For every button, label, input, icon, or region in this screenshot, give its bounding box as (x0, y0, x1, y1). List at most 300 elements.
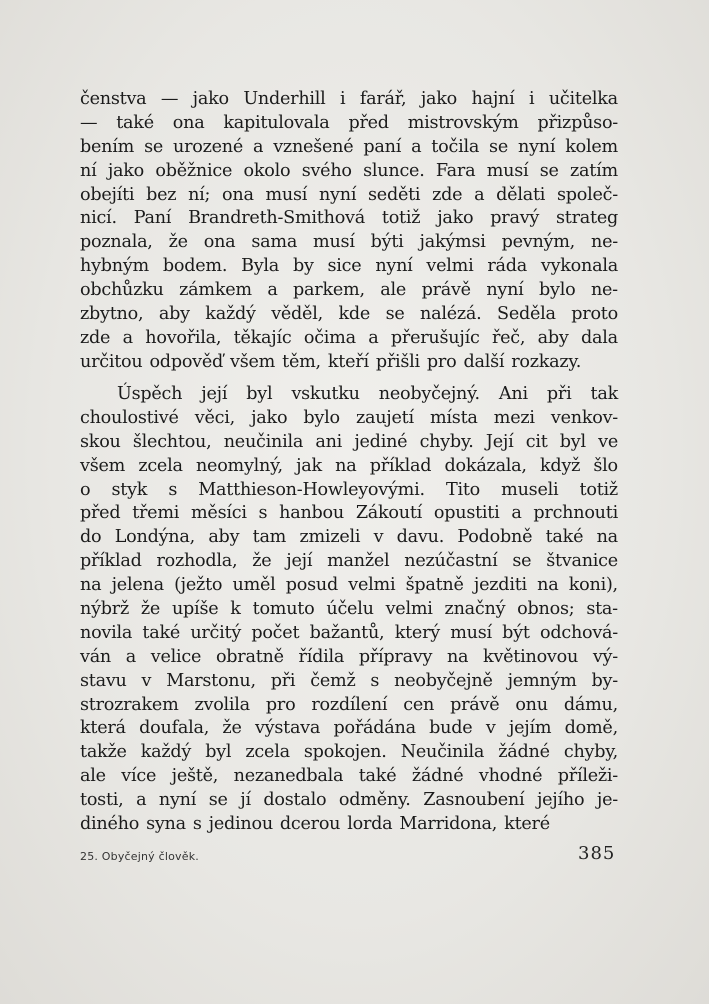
text-line (80, 813, 618, 837)
word: nyní (375, 256, 413, 277)
word: před (80, 503, 121, 524)
word: i (528, 89, 535, 109)
text-line (80, 407, 618, 431)
word: totiž (381, 208, 421, 229)
word: bez (146, 184, 177, 205)
printer-signature-mark: 25. Obyčejný člověk. (80, 850, 199, 863)
word: ne- (590, 232, 618, 253)
word: zatím (570, 160, 618, 181)
text-line (80, 207, 618, 231)
word: jako (192, 89, 229, 109)
word: takže (80, 742, 127, 763)
word: těkajíc (233, 327, 292, 348)
paragraph-2 (80, 383, 618, 837)
word: tomuto (252, 599, 315, 620)
word: musí (450, 622, 492, 643)
word: každý (140, 742, 192, 763)
word: chyby. (419, 431, 474, 452)
word: svého (301, 160, 352, 181)
word: a (253, 136, 264, 157)
word: obratně (215, 646, 284, 667)
word: je- (596, 790, 618, 811)
word: dokázala, (444, 455, 527, 476)
page-number: 385 (578, 843, 616, 864)
word: a (368, 327, 379, 348)
text-line (80, 431, 618, 455)
word: při (270, 670, 296, 691)
word: v (373, 527, 384, 548)
word: nyní (318, 184, 357, 205)
word: kapitulovala (223, 112, 330, 133)
word: právě (450, 694, 500, 715)
word: neobyčejný. (378, 384, 480, 404)
word: hanbou (279, 503, 344, 524)
word: Underhill (243, 89, 326, 109)
word: koni), (568, 575, 618, 596)
word: prchnouti (533, 503, 618, 524)
word: k (230, 599, 241, 620)
word: a (411, 136, 422, 157)
word: jakýmsi (419, 232, 486, 253)
text-line (80, 598, 618, 622)
word: nyní (158, 790, 197, 811)
word: Byla (241, 256, 280, 277)
word: novila (80, 622, 133, 643)
word: hovořila, (145, 327, 222, 348)
word: (ježto (174, 575, 223, 596)
word: jako (107, 160, 145, 181)
word: ale (380, 280, 407, 301)
word: Matthieson-Howleyovými. (198, 479, 425, 500)
word: zaujetí (355, 407, 414, 428)
text-line (80, 255, 618, 279)
word: s (258, 503, 268, 524)
word: choulostivé (80, 407, 179, 428)
word: sta- (586, 599, 618, 620)
word: posud (285, 575, 339, 596)
word: okolo (243, 160, 291, 181)
word: a (122, 327, 133, 348)
text-line (80, 526, 618, 550)
word: zmizeli (299, 527, 361, 548)
word: onu (515, 694, 548, 715)
word: zbytno, (80, 304, 144, 325)
word: zámkem (179, 280, 252, 301)
word: které (504, 814, 550, 835)
word: vykonala (540, 256, 618, 277)
word: také (358, 766, 397, 787)
word: také (142, 622, 181, 643)
word: neobyčejně (394, 670, 493, 691)
word: přizpůso- (537, 112, 618, 133)
word: jejího (536, 790, 585, 811)
word: býti (370, 232, 404, 253)
word: farář, (359, 89, 407, 109)
word: ve (598, 431, 618, 452)
word: věděl, (271, 304, 323, 325)
word: špatně (405, 575, 464, 596)
word: dámu, (563, 694, 618, 715)
word: slunce. (363, 160, 425, 181)
text-line (80, 231, 618, 255)
word: příklad (80, 551, 142, 572)
word: neučinila (223, 431, 304, 452)
word: jako (420, 89, 458, 109)
word: se (208, 790, 228, 811)
word: a (474, 184, 485, 205)
word: šlechtou, (132, 431, 212, 452)
word: zcela (138, 455, 183, 476)
word: ráda (487, 256, 527, 277)
text-line (80, 112, 618, 136)
word: nicí. (80, 208, 117, 229)
word: a (125, 646, 137, 667)
word: také (116, 112, 154, 133)
word: při (546, 384, 572, 404)
word: bylo (539, 280, 576, 301)
text-line (80, 789, 618, 813)
word: a (511, 503, 522, 524)
word: dostalo (263, 790, 327, 811)
word: a (267, 280, 278, 301)
word: v (485, 718, 496, 739)
text-line (80, 327, 618, 351)
word: Ani (498, 384, 528, 404)
word: syna (146, 814, 186, 835)
word: chyby, (563, 742, 618, 763)
word: upíše (171, 599, 219, 620)
text-line (80, 160, 618, 184)
word: odchová- (539, 622, 618, 643)
text-line (80, 717, 618, 741)
word: když (540, 455, 581, 476)
word: byl (246, 384, 273, 404)
word: ona (203, 232, 236, 253)
word: se (385, 304, 405, 325)
word: pro (265, 694, 296, 715)
word: Brandreth-Smithová (188, 208, 365, 229)
word: zvolila (194, 694, 250, 715)
word: s (168, 479, 178, 500)
word: opustiti (433, 503, 500, 524)
word: ván (80, 646, 112, 667)
word: jedinou (208, 814, 273, 835)
word: spokojen. (303, 742, 387, 763)
word: a (136, 790, 147, 811)
word: Londýna, (114, 527, 195, 548)
word: hybným (80, 256, 149, 277)
word: vskutku (291, 384, 360, 404)
word: ona (172, 112, 205, 133)
word: se (489, 136, 508, 157)
word: proto (571, 304, 618, 325)
word: očima (303, 327, 356, 348)
word: aby (537, 327, 569, 348)
word: řídila (298, 646, 345, 667)
word: s (370, 670, 380, 691)
word: řeč, (491, 327, 526, 348)
word: pevným, (501, 232, 576, 253)
word: — (80, 112, 98, 133)
word: hajní (471, 89, 515, 109)
word: totiž (579, 479, 618, 500)
word: aby (208, 527, 240, 548)
text-line (80, 741, 618, 765)
word: jezditi (473, 575, 527, 596)
text-line (80, 694, 618, 718)
word: parkem, (293, 280, 365, 301)
word: výstava (254, 718, 321, 739)
word: jediné (354, 431, 408, 452)
word: těm, (282, 351, 321, 372)
word: nezanedbala (233, 766, 344, 787)
word: jako (251, 407, 288, 428)
word: do (80, 527, 102, 548)
word: společ- (556, 184, 618, 205)
word: Marstonu, (166, 670, 256, 691)
word: strozrakem (80, 694, 179, 715)
word: ona (222, 184, 254, 205)
word: i (340, 89, 346, 109)
word: dcerou (279, 814, 341, 835)
word: určitou (80, 351, 143, 372)
word: pravý (490, 208, 540, 229)
word: lorda (347, 814, 393, 835)
word: zde (80, 327, 111, 348)
text-line (80, 136, 618, 160)
word: pro (426, 351, 457, 372)
word: která (80, 718, 126, 739)
word: bylo (303, 407, 340, 428)
word: velmi (348, 575, 396, 596)
word: styk (111, 479, 148, 500)
word: ní; (188, 184, 211, 205)
word: byl (205, 742, 232, 763)
word: mezi (493, 407, 535, 428)
word: neomylný, (195, 455, 283, 476)
word: štvanice (546, 551, 618, 572)
word: rozkazy. (511, 351, 582, 372)
word: Podobně (457, 527, 533, 548)
word: ani (315, 431, 343, 452)
word: mistrovským (407, 112, 519, 133)
word: nyní (517, 136, 556, 157)
word: bude (429, 718, 473, 739)
word: kde (338, 304, 371, 325)
word: se (144, 136, 164, 157)
word: dala (581, 327, 618, 348)
word: na (537, 575, 559, 596)
word: kolem (565, 136, 618, 157)
word: davu. (396, 527, 445, 548)
word: s (192, 814, 202, 835)
word: domě, (564, 718, 618, 739)
word: jako (437, 208, 474, 229)
word: její (201, 384, 228, 404)
word: tak (590, 384, 618, 404)
word: čemž (310, 670, 356, 691)
word: Její (485, 431, 514, 452)
word: oběžnice (155, 160, 233, 181)
word: že (252, 551, 272, 572)
word: byl (559, 431, 586, 452)
word: zde (432, 184, 463, 205)
word: odpověď (149, 351, 224, 372)
word: velmi (385, 599, 433, 620)
word: musí (486, 160, 529, 181)
word: jak (296, 455, 322, 476)
word: skou (80, 431, 121, 452)
word: také (545, 527, 584, 548)
word: ne- (590, 280, 618, 301)
word: se (512, 551, 532, 572)
word: urozené (173, 136, 244, 157)
word: Seděla (497, 304, 556, 325)
text-line (80, 184, 618, 208)
text-line (80, 502, 618, 526)
word: museli (501, 479, 559, 500)
word: doufala, (139, 718, 210, 739)
word: uměl (232, 575, 276, 596)
word: přišli (375, 351, 420, 372)
word: cen (403, 694, 435, 715)
word: měsíci (190, 503, 247, 524)
word: by (292, 256, 314, 277)
word: pořádána (333, 718, 416, 739)
word: Zákoutí (355, 503, 423, 524)
word: žádné (411, 766, 464, 787)
word: nýbrž (80, 599, 129, 620)
text-line (80, 351, 618, 375)
word: v (141, 670, 152, 691)
word: nyní (486, 280, 524, 301)
word: velice (150, 646, 202, 667)
word: dělati (496, 184, 546, 205)
word: Úspěch (117, 384, 183, 404)
word: vhodné (478, 766, 543, 787)
text-line (80, 279, 618, 303)
text-line (80, 765, 618, 789)
word: seděti (368, 184, 421, 205)
word: bodem. (162, 256, 228, 277)
word: stavu (80, 670, 127, 691)
word: poznala, (80, 232, 153, 253)
word: paní (363, 136, 402, 157)
word: věci, (194, 407, 235, 428)
word: místa (430, 407, 478, 428)
text-line (80, 670, 618, 694)
word: značný (444, 599, 506, 620)
word: ní (80, 160, 97, 181)
word: venkov- (550, 407, 618, 428)
word: jelena (111, 575, 164, 596)
word: všem (230, 351, 276, 372)
word: Fara (435, 160, 476, 181)
text-line (80, 455, 618, 479)
word: další (463, 351, 505, 372)
word: jejím (508, 718, 552, 739)
word: třemi (132, 503, 180, 524)
word: točila (431, 136, 480, 157)
word: čenstva (80, 89, 147, 109)
word: na (596, 527, 618, 548)
word: každý (205, 304, 256, 325)
word: Neučinila (400, 742, 485, 763)
word: na (80, 575, 102, 596)
text-line (80, 550, 618, 574)
word: příleži- (557, 766, 618, 787)
word: přerušujíc (390, 327, 480, 348)
word: všem (80, 455, 126, 476)
word: učitelka (548, 89, 618, 109)
word: že (140, 599, 161, 620)
word: rozdílení (311, 694, 388, 715)
word: který (394, 622, 440, 643)
text-line (80, 383, 618, 407)
word: vý- (592, 646, 618, 667)
text-line (80, 622, 618, 646)
word: manžel (327, 551, 390, 572)
word: rozhodla, (156, 551, 238, 572)
word: vznešené (273, 136, 354, 157)
word: že (168, 232, 188, 253)
word: musí (265, 184, 308, 205)
word: strateg (556, 208, 618, 229)
word: na (335, 455, 357, 476)
word: před (348, 112, 389, 133)
word: bením (80, 136, 135, 157)
word: nezúčastní (404, 551, 498, 572)
text-line (80, 303, 618, 327)
word: na (446, 646, 469, 667)
word: bažantů, (309, 622, 385, 643)
word: ale (80, 766, 106, 787)
word: Zasnoubení (423, 790, 525, 811)
word: květinovou (483, 646, 579, 667)
text-line (80, 479, 618, 503)
word: Paní (133, 208, 172, 229)
word: diného (80, 814, 140, 835)
word: šlo (593, 455, 618, 476)
word: přípravy (358, 646, 433, 667)
text-line (80, 574, 618, 598)
word: nalézá. (420, 304, 482, 325)
word: ještě, (171, 766, 219, 787)
word: jí (240, 790, 251, 811)
word: kteří (327, 351, 369, 372)
word: odměny. (338, 790, 411, 811)
word: počet (251, 622, 300, 643)
word: být (502, 622, 530, 643)
word: sice (327, 256, 362, 277)
word: o (80, 479, 91, 500)
word: se (539, 160, 559, 181)
word: obchůzku (80, 280, 164, 301)
word: sama (251, 232, 298, 253)
word: — (160, 89, 179, 109)
word: více (121, 766, 157, 787)
word: její (286, 551, 313, 572)
word: Marridona, (399, 814, 498, 835)
word: zcela (245, 742, 290, 763)
word: Tito (445, 479, 480, 500)
word: žádné (498, 742, 550, 763)
word: aby (158, 304, 190, 325)
word: cit (525, 431, 548, 452)
word: příklad (369, 455, 432, 476)
text-line (80, 646, 618, 670)
word: obnos; (517, 599, 575, 620)
